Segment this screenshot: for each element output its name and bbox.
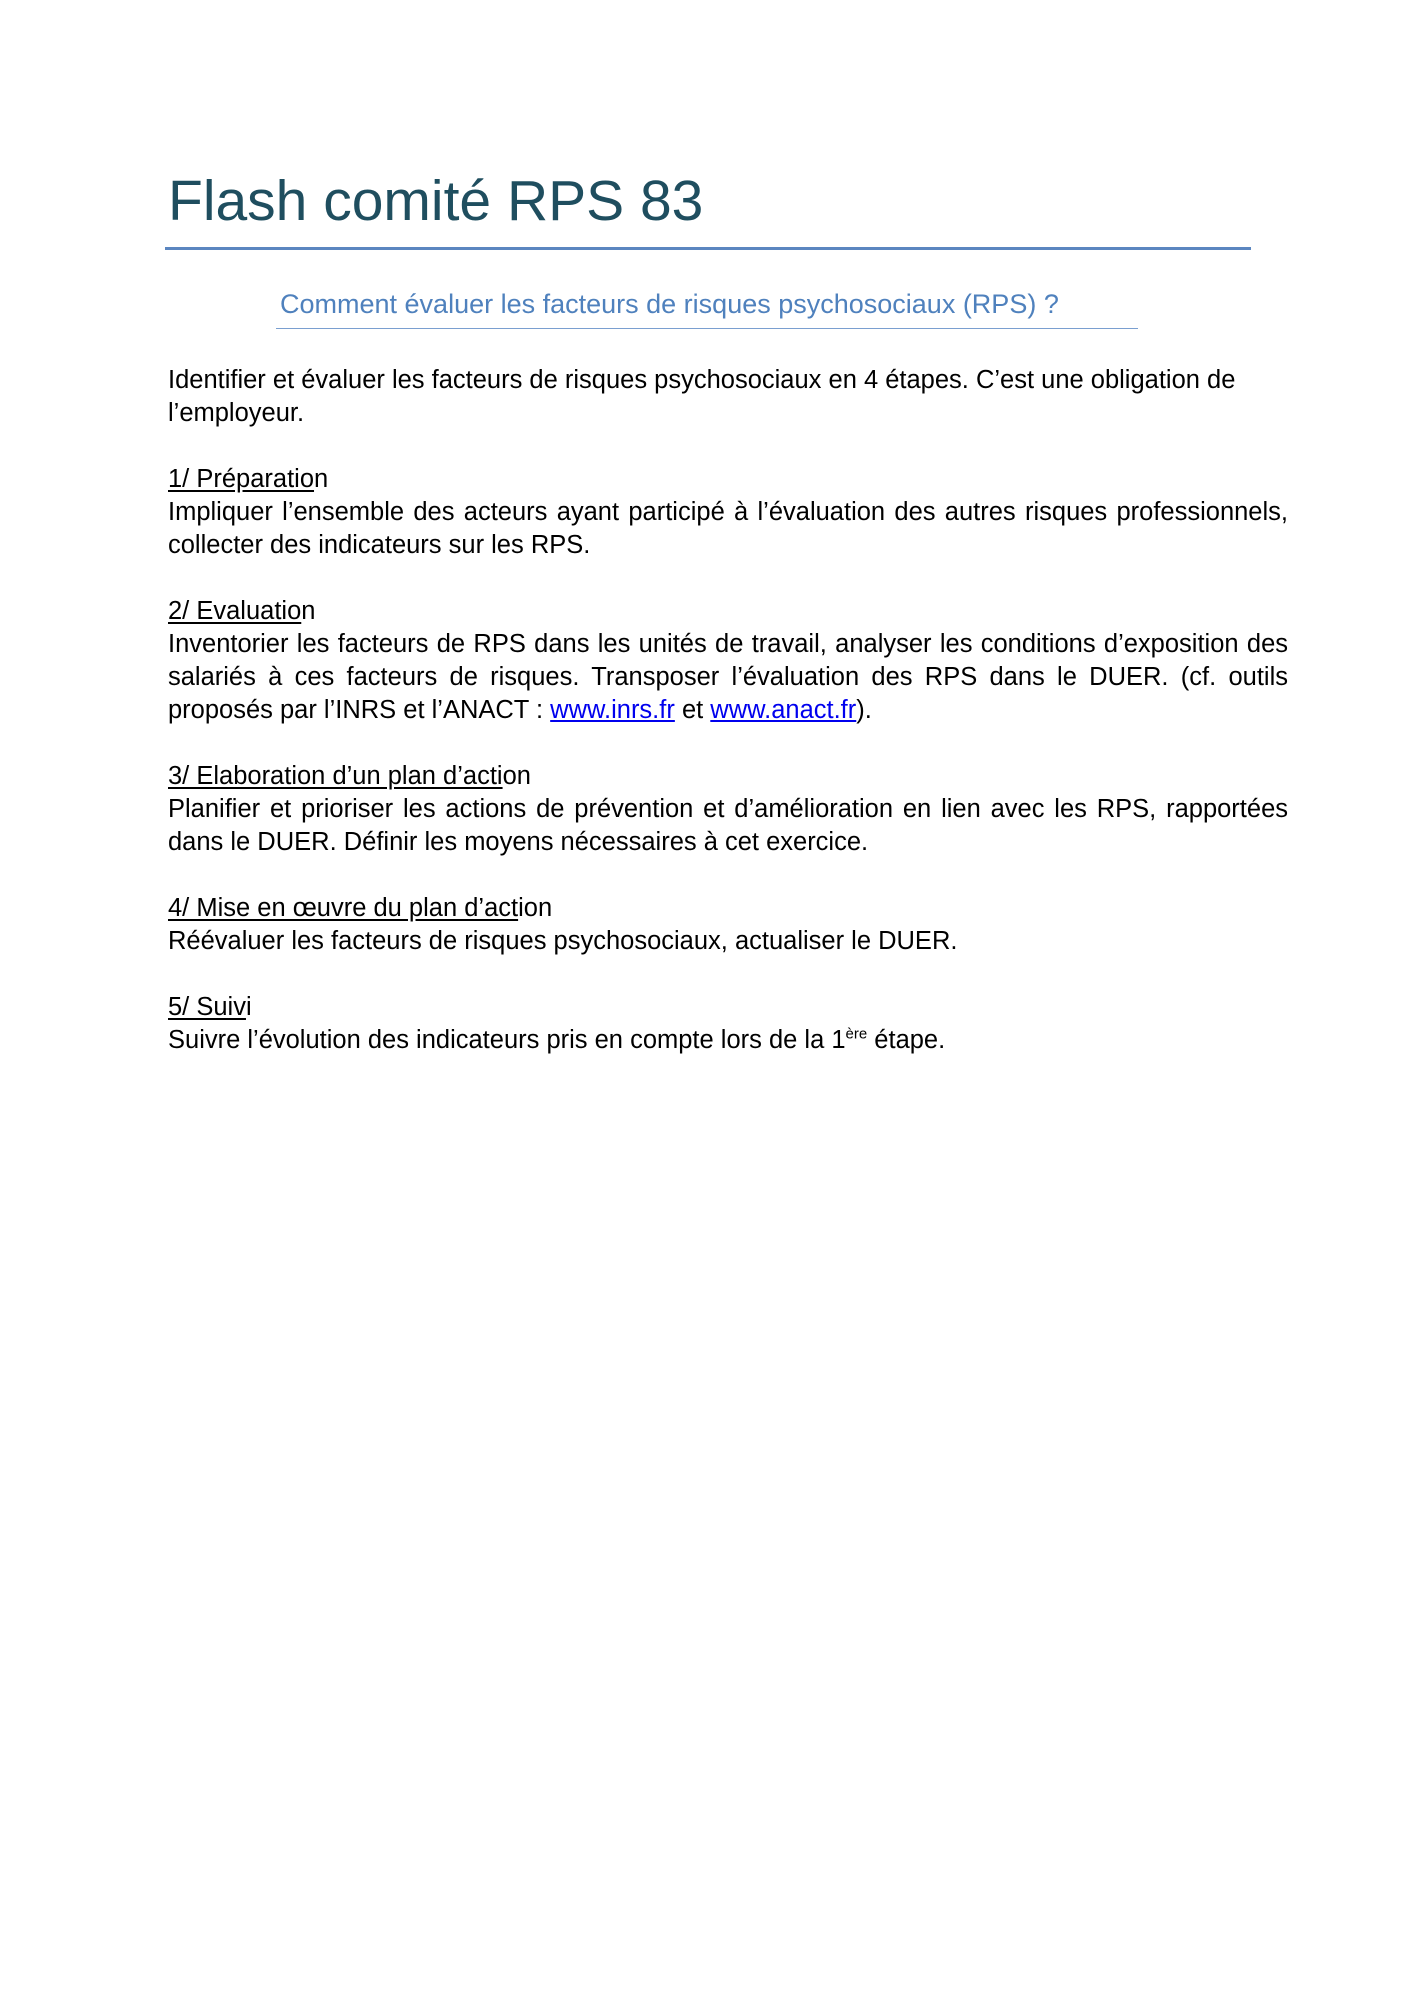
section-evaluation xyxy=(168,595,1290,727)
section-heading-underlined: 4/ Mise en œuvre du plan d’act xyxy=(168,894,519,922)
document-body xyxy=(168,364,1290,1090)
section-heading-underlined: 3/ Elaboration d’un plan d’acti xyxy=(168,762,503,790)
section-text-end: étape. xyxy=(867,1026,946,1054)
section-text xyxy=(168,628,1288,727)
link-separator: et xyxy=(674,696,711,724)
section-heading xyxy=(168,760,1290,793)
title-divider xyxy=(165,247,1251,250)
subtitle-divider xyxy=(276,328,1138,329)
section-heading xyxy=(168,892,1290,925)
section-heading-underlined: 5/ Suiv xyxy=(168,993,246,1021)
section-heading-rest: n xyxy=(314,465,329,493)
section-text xyxy=(168,1024,1288,1057)
section-heading xyxy=(168,463,1290,496)
section-text: Planifier et prioriser les actions de prévention et d’amélioration en lien avec les RPS, rapportées dans le DUER. Définir les moyens nécessaires à cet exercice. xyxy=(168,795,1288,856)
section-follow-up xyxy=(168,991,1290,1057)
document-subtitle: Comment évaluer les facteurs de risques psychosociaux (RPS) ? xyxy=(280,289,1059,319)
section-heading-underlined: 2/ Evaluatio xyxy=(168,597,302,625)
section-text: Impliquer l’ensemble des acteurs ayant participé à l’évaluation des autres risques professionnels, collecter des indicateurs sur les RPS. xyxy=(168,498,1288,559)
intro-paragraph xyxy=(168,364,1290,430)
section-heading xyxy=(168,595,1290,628)
anact-link[interactable]: www.anact.fr xyxy=(710,696,857,724)
section-text-end: ). xyxy=(856,696,872,724)
section-action-plan xyxy=(168,760,1290,859)
inrs-link[interactable]: www.inrs.fr xyxy=(550,696,675,724)
section-heading-rest: n xyxy=(301,597,316,625)
section-text-main: Suivre l’évolution des indicateurs pris en compte lors de la 1 xyxy=(168,1026,846,1054)
section-heading-rest: on xyxy=(502,762,531,790)
section-preparation xyxy=(168,463,1290,562)
intro-line-1: Identifier et évaluer les facteurs de risques psychosociaux en 4 étapes. C’est une obligation de xyxy=(168,366,1236,394)
document-title: Flash comité RPS 83 xyxy=(168,169,704,233)
section-implementation xyxy=(168,892,1290,958)
intro-line-2: l’employeur. xyxy=(168,399,305,427)
section-heading-underlined: 1/ Préparatio xyxy=(168,465,315,493)
section-heading-rest: ion xyxy=(518,894,553,922)
section-text-main: Inventorier les facteurs de RPS dans les unités de travail, analyser les conditions d’exposition des salariés à ces facteurs de risques. Transposer l’évaluation des RPS dans le DUER. (cf. outils proposés par l’INRS et l’ANACT : xyxy=(168,630,1288,724)
section-text: Réévaluer les facteurs de risques psychosociaux, actualiser le DUER. xyxy=(168,927,958,955)
section-heading xyxy=(168,991,1290,1024)
section-heading-rest: i xyxy=(245,993,252,1021)
ordinal-superscript: ère xyxy=(845,1025,868,1043)
